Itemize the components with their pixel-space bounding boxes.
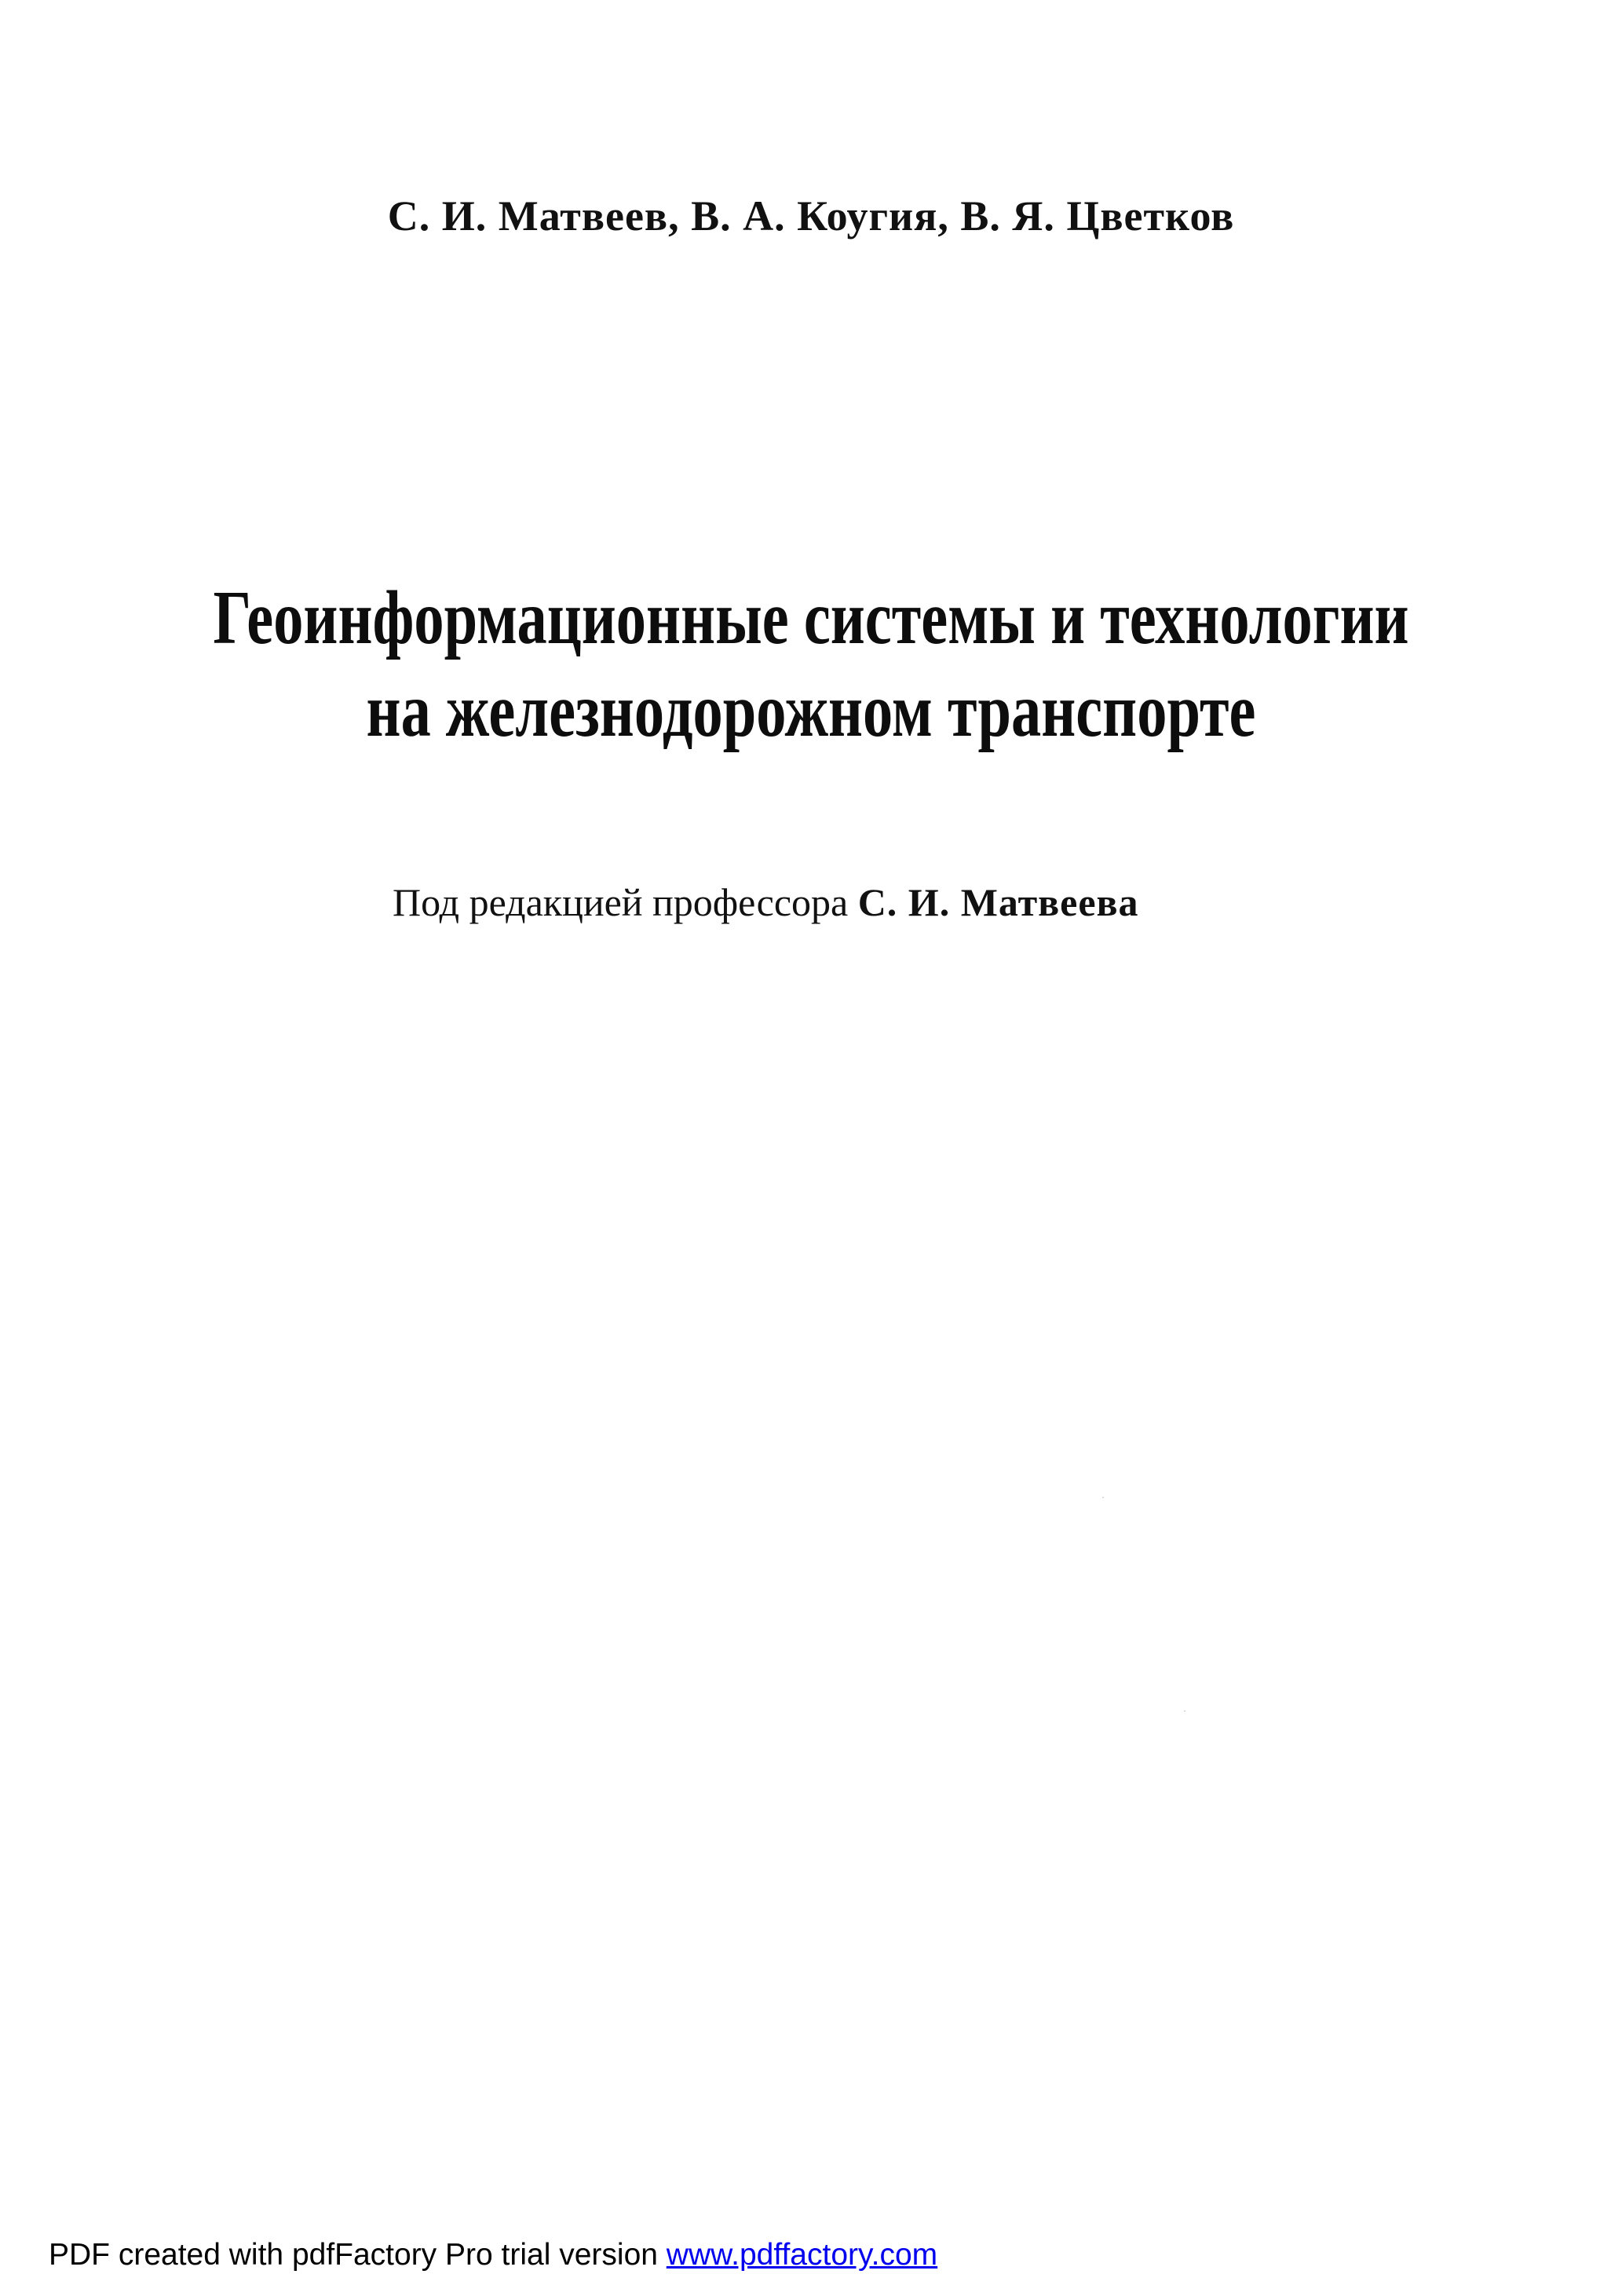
editor-prefix: Под редакцией профессора [393, 880, 858, 924]
book-title [0, 572, 1622, 757]
pdf-footer [49, 2238, 937, 2272]
book-title-line-2: на железнодорожном транспорте [366, 668, 1256, 753]
footer-text: PDF created with pdfFactory Pro trial version [49, 2238, 667, 2272]
authors-line: С. И. Матвеев, В. А. Коугия, В. Я. Цветков [387, 192, 1235, 239]
editor-line [393, 879, 1139, 925]
footer-link[interactable]: www.pdffactory.com [666, 2238, 938, 2272]
scan-speck [1184, 1710, 1185, 1712]
scan-speck [1102, 1497, 1104, 1498]
book-title-line-1: Геоинформационные системы и технологии [213, 576, 1409, 660]
editor-name: С. И. Матвеева [857, 880, 1139, 924]
